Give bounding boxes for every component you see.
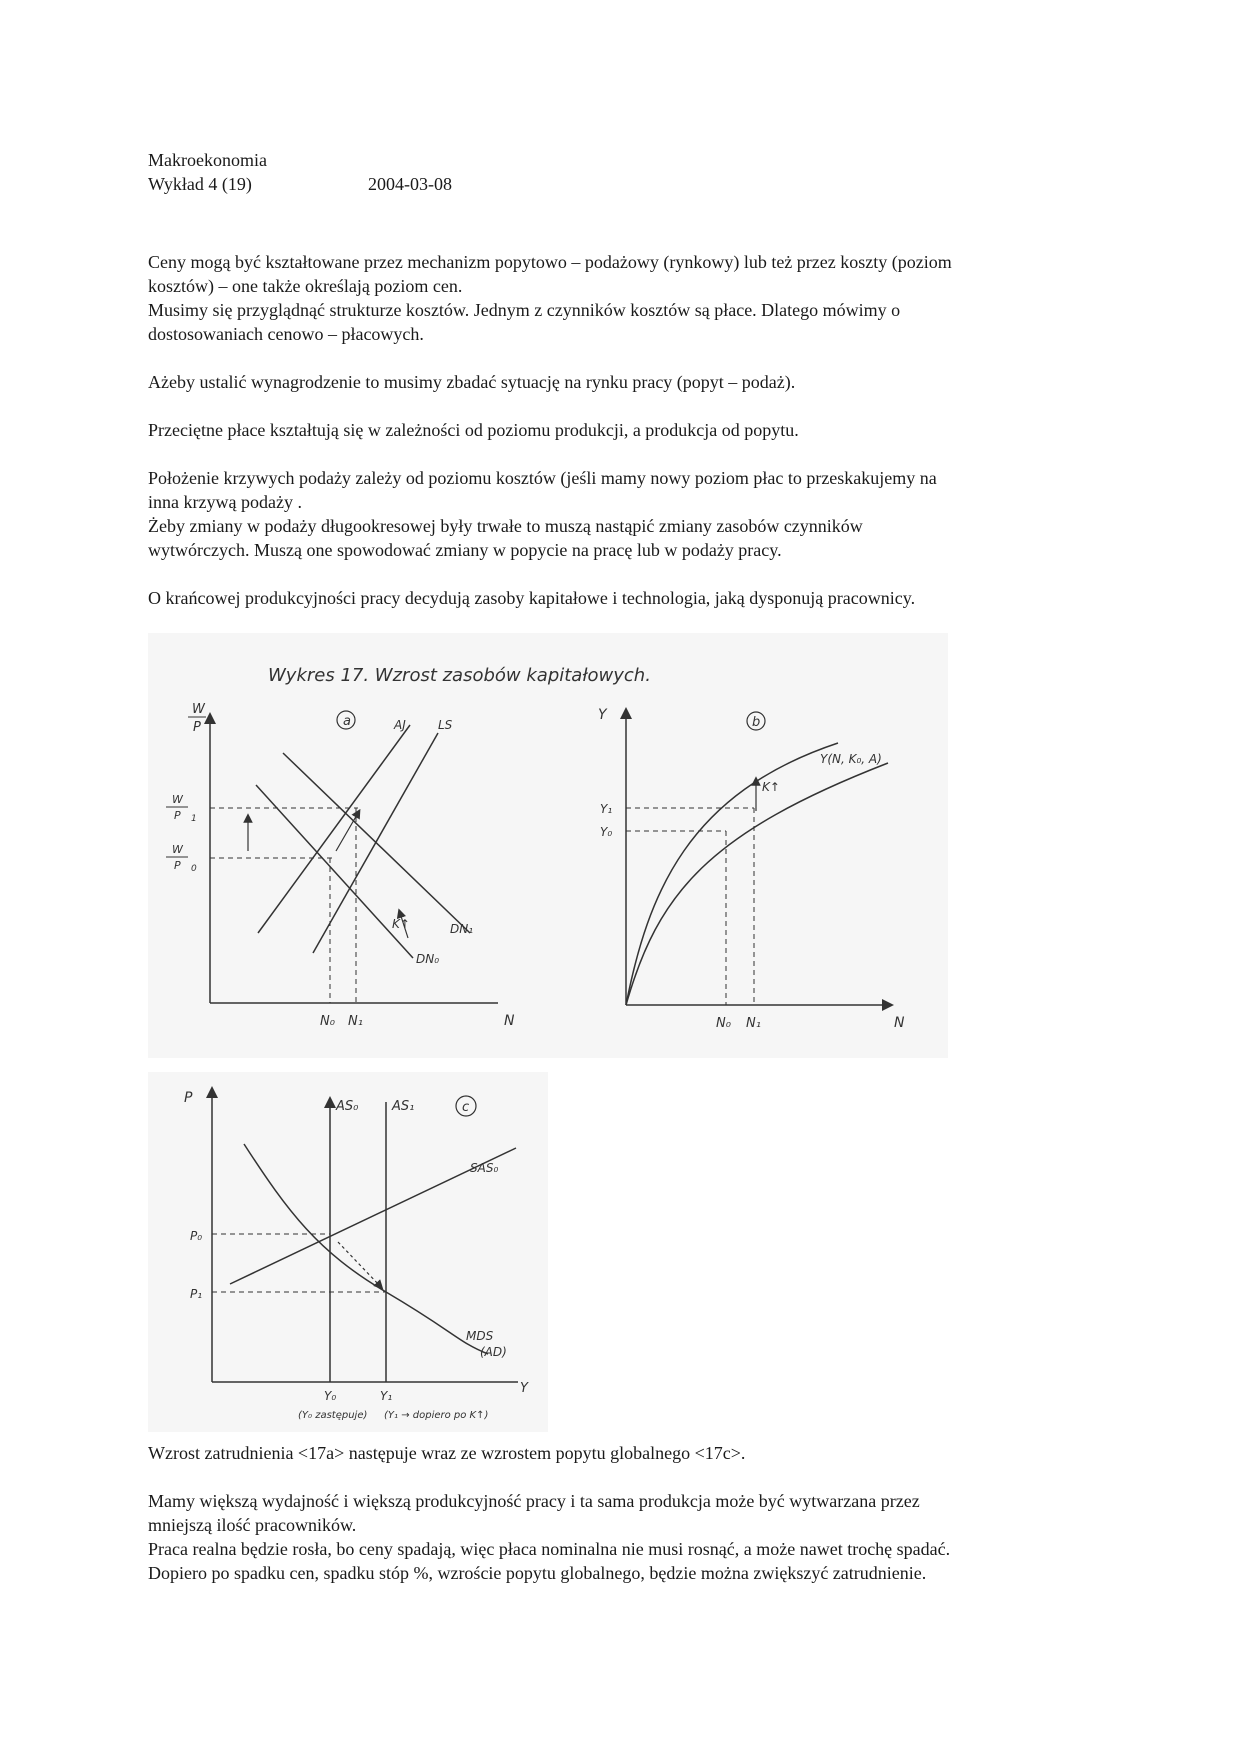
panel-a-curve-dn0-label: DN₀ [416,952,440,966]
panel-c-marker: c [462,1100,470,1115]
panel-c-y0: Y₀ [324,1389,337,1403]
figure-17-top-drawing [148,633,948,1058]
panel-c-ad: (AD) [480,1345,507,1359]
paragraph-line: Żeby zmiany w podaży długookresowej były trwałe to muszą nastąpić zmiany zasobów czynników [148,516,863,536]
panel-b-y1: Y₁ [600,802,613,816]
figure-17-top [148,633,948,1058]
panel-c-y1-note: (Y₁ → dopiero po K↑) [384,1410,489,1421]
panel-a [210,711,498,1003]
panel-a-n1: N₁ [348,1014,363,1029]
panel-a-movement-arrow [336,813,358,851]
panel-a-w1-sub: 1 [191,814,197,824]
panel-b-curve-lower [626,763,888,1005]
panel-b-marker: b [752,715,761,730]
panel-c-y0-note: (Y₀ zastępuje) [298,1410,368,1421]
panel-c-p0: P₀ [190,1229,203,1243]
panel-b-y-label: Y [598,707,607,723]
panel-a-shift-label: K↑ [392,917,410,931]
paragraph-line: Praca realna będzie rosła, bo ceny spadają, więc płaca nominalna nie musi rosnąć, a może nawet trochę spadać. [148,1539,951,1559]
panel-a-y-label-top: W [192,702,205,717]
paragraph-line: kosztów) – one także określają poziom cen. [148,276,463,296]
panel-c-x-label: Y [520,1381,528,1396]
paragraph-line: Musimy się przyglądnąć strukturze kosztów. Jednym z czynników kosztów są płace. Dlatego mówimy o [148,300,901,320]
paragraph-line: mniejszą ilość pracowników. [148,1515,357,1535]
figure-title: Wykres 17. Wzrost zasobów kapitałowych. [268,665,651,686]
panel-b-x-label: N [894,1015,905,1031]
panel-b-y0: Y₀ [600,825,613,839]
panel-a-n0: N₀ [320,1014,335,1029]
panel-c-labels [184,1090,529,1421]
lecture-label: Wykład 4 (19) [148,174,252,194]
paragraph-line: dostosowaniach cenowo – płacowych. [148,324,424,344]
panel-a-y-label-bottom: P [193,720,201,735]
figure-17-panel-c [148,1072,548,1432]
panel-c-y-label: P [184,1090,193,1106]
panel-c-drawing [148,1072,548,1432]
panel-c-sas0: SAS₀ [470,1161,499,1175]
panel-c-mds: MDS [466,1329,494,1343]
paragraph-line: Przeciętne płace kształtują się w zależności od poziomu produkcji, a produkcja od popytu. [148,420,799,440]
panel-a-curve-dn0 [256,785,413,958]
paragraph-line: wytwórczych. Muszą one spowodować zmiany w popycie na pracę lub w podaży pracy. [148,540,782,560]
paragraph-line: Mamy większą wydajność i większą produkcyjność pracy i ta sama produkcja może być wytwarzana przez [148,1491,920,1511]
panel-b-n1: N₁ [746,1016,761,1031]
paragraph-line: Ażeby ustalić wynagrodzenie to musimy zbadać sytuację na rynku pracy (popyt – podaż). [148,372,796,392]
paragraph-line: Położenie krzywych podaży zależy od poziomu kosztów (jeśli mamy nowy poziom płac to przeskakujemy na [148,468,937,488]
panel-a-w0-top: W [172,843,183,856]
panel-b-curve-label: Y(N, K₀, A) [820,752,882,766]
lecture-date: 2004-03-08 [368,174,452,194]
paragraph-line: Wzrost zatrudnienia <17a> następuje wraz ze wzrostem popytu globalnego <17c>. [148,1443,746,1463]
panel-c-y1: Y₁ [380,1389,393,1403]
panel-a-w0-sub: 0 [191,864,197,874]
panel-a-curve-dn1-label: DN₁ [450,922,474,936]
paragraph-line: inna krzywą podaży . [148,492,302,512]
panel-a-labels [166,702,515,1029]
panel-a-curve-dn1 [283,753,470,933]
panel-b-shift-label: K↑ [762,780,780,794]
subject-title: Makroekonomia [148,150,267,170]
panel-a-w1-bottom: P [174,809,181,822]
panel-a-curve-as-label: AJ [394,718,406,732]
paragraph-line: Dopiero po spadku cen, spadku stóp %, wzroście popytu globalnego, będzie można zwiększyć zatrudnienie. [148,1563,927,1583]
panel-c-as1: AS₁ [392,1099,415,1114]
panel-a-w1-top: W [172,793,183,806]
paragraph-line: O krańcowej produkcyjności pracy decydują zasoby kapitałowe i technologia, jaką dysponują pracownicy. [148,588,916,608]
panel-b-curve-upper [626,743,838,1005]
panel-a-w0-bottom: P [174,859,181,872]
panel-a-curve-as [258,725,410,933]
panel-b-labels [598,707,905,1031]
panel-a-marker: a [343,714,351,729]
panel-a-curve-ls-label: LS [438,718,453,732]
paragraph-line: Ceny mogą być kształtowane przez mechanizm popytowo – podażowy (rynkowy) lub też przez koszty (poziom [148,252,952,272]
panel-c-as0: AS₀ [336,1099,359,1114]
panel-c-p1: P₁ [190,1287,203,1301]
panel-c-mds-curve [244,1144,488,1354]
panel-a-x-label: N [504,1013,515,1029]
panel-b-n0: N₀ [716,1016,731,1031]
